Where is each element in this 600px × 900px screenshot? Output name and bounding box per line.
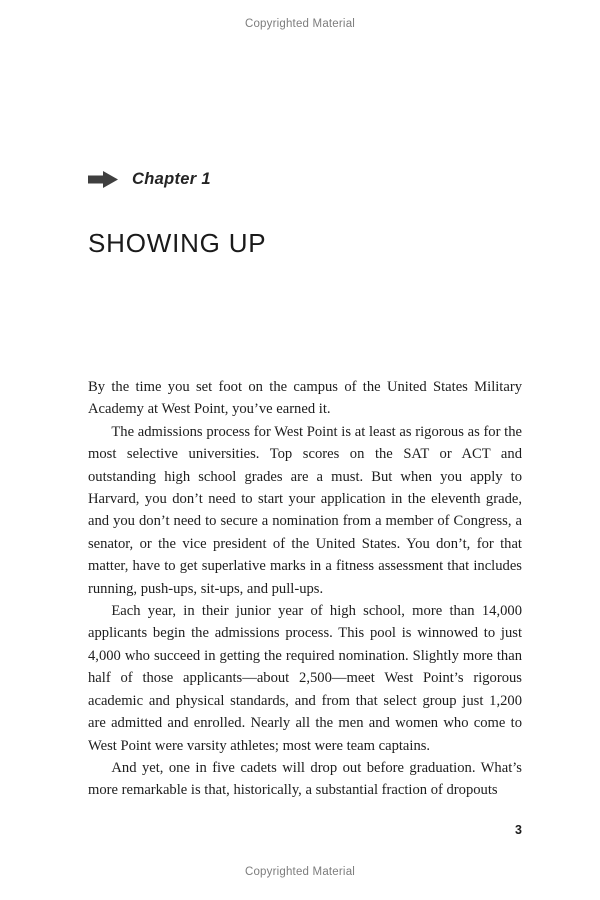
paragraph: And yet, one in five cadets will drop out before graduation. What’s more remarkable is that, historically, a substantial fraction of dropouts xyxy=(88,759,522,799)
paragraph: Each year, in their junior year of high school, more than 14,000 applicants begin the admissions process. This pool is winnowed to just 4,000 who succeed in getting the required nomination. Slightly more than half of those applicants—about 2,500—meet West Point’s rigorous academic and physical standards, and from that select group just 1,200 are admitted and enrolled. Nearly all the men and women who come to West Point were varsity athletes; most were team captains. xyxy=(88,603,522,754)
chapter-heading-line xyxy=(88,170,211,189)
page-number: 3 xyxy=(515,823,522,837)
copyright-notice-top: Copyrighted Material xyxy=(244,18,356,30)
paragraph: By the time you set foot on the campus of the United States Military Academy at West Point, you’ve earned it. xyxy=(88,379,522,418)
chapter-label: Chapter 1 xyxy=(132,170,211,188)
body-text xyxy=(88,376,522,802)
right-arrow-icon xyxy=(88,171,118,188)
copyright-notice-bottom: Copyrighted Material xyxy=(244,866,356,878)
paragraph: The admissions process for West Point is at least as rigorous as for the most selective universities. Top scores on the SAT or ACT and outstanding high school grades are a must. But when you apply to Harvard, you don’t need to start your application in the eleventh grade, and you don’t need to secure a nomination from a member of Congress, a senator, or the vice president of the United States. You don’t, for that matter, have to get superlative marks in a fitness assessment that includes running, push-ups, sit-ups, and pull-ups. xyxy=(88,423,522,597)
chapter-title: SHOWING UP xyxy=(88,228,267,259)
